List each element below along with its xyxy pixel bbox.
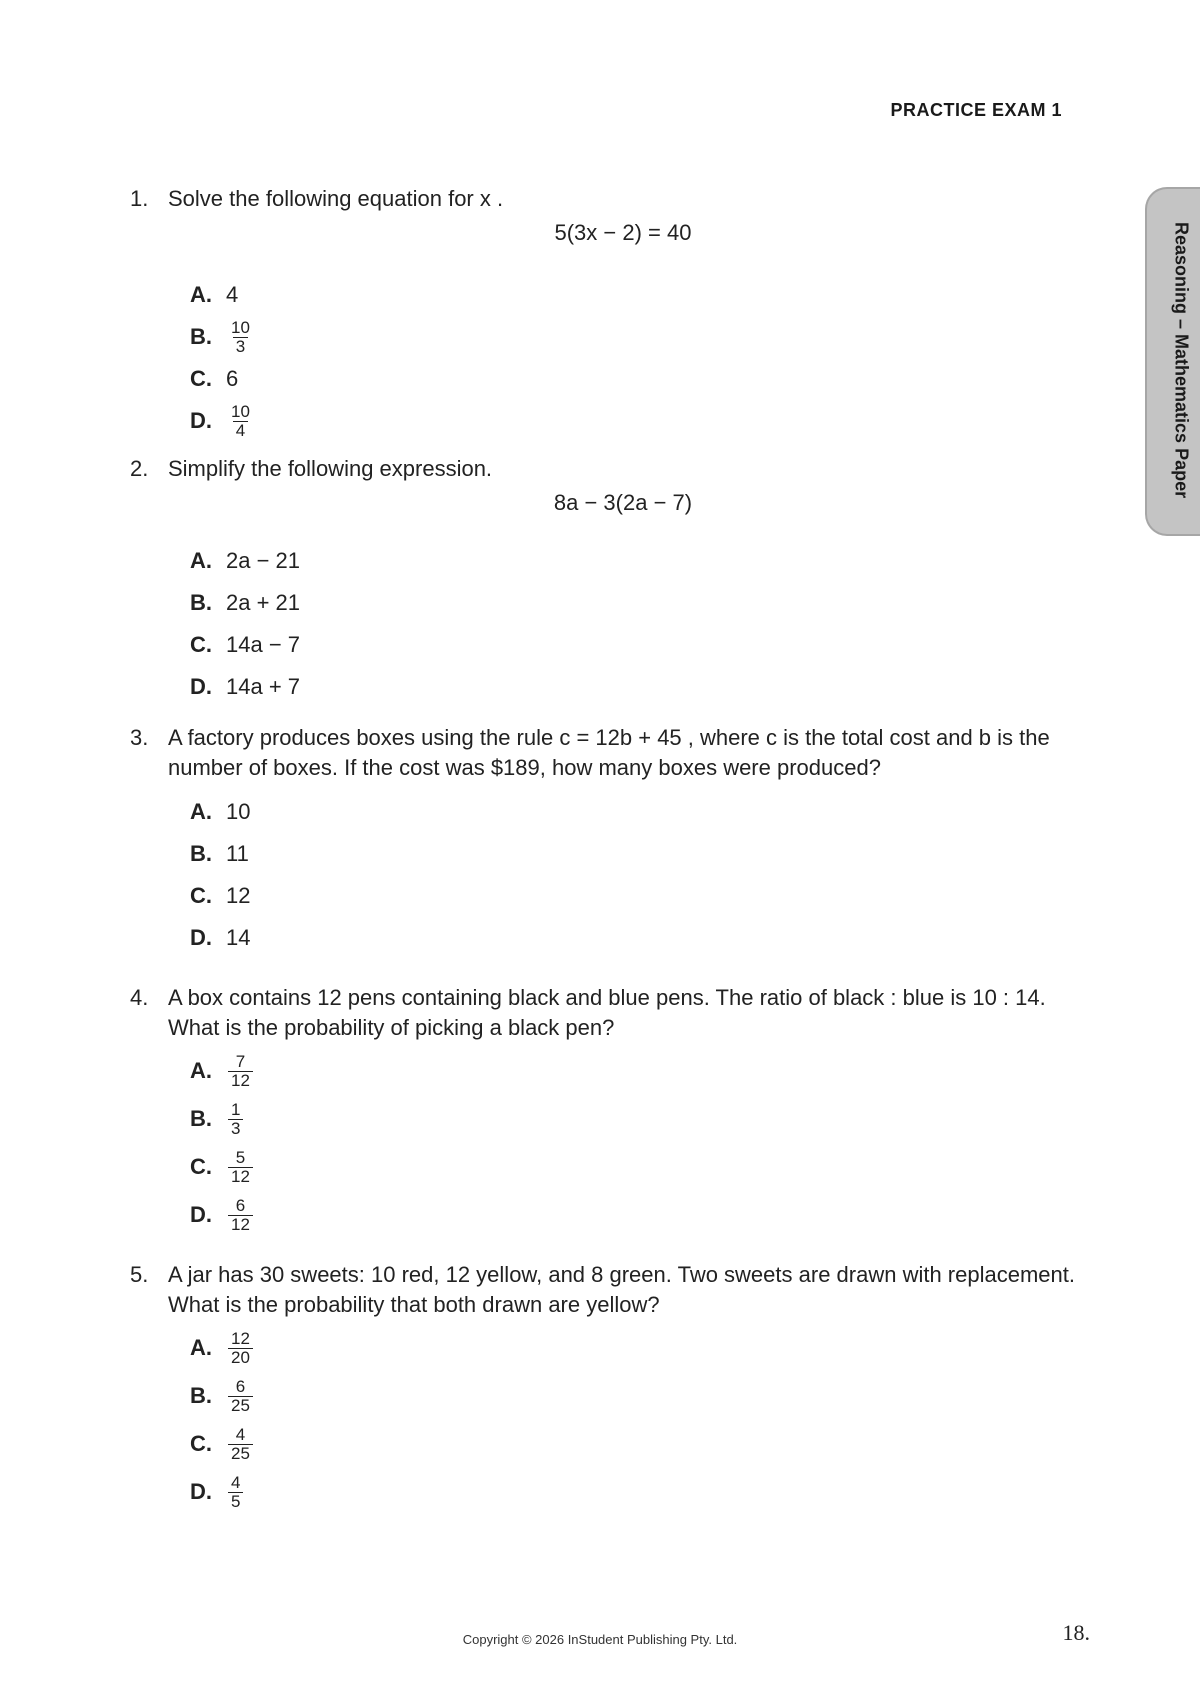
option-a[interactable] bbox=[190, 791, 1090, 833]
question-number: 2. bbox=[130, 456, 149, 481]
option-letter: C. bbox=[190, 1154, 212, 1179]
question-2 bbox=[130, 454, 1090, 708]
option-fraction bbox=[228, 1053, 253, 1090]
option-c[interactable] bbox=[190, 624, 1090, 666]
option-b[interactable] bbox=[190, 582, 1090, 624]
question-text: A box contains 12 pens containing black and blue pens. The ratio of black : blue is 10 : 14. What is the probability of picking a black pen? bbox=[168, 985, 1046, 1040]
question-4 bbox=[130, 983, 1090, 1239]
footer-copyright bbox=[0, 1632, 1200, 1647]
fraction-numerator: 7 bbox=[235, 1051, 246, 1071]
question-number: 4. bbox=[130, 985, 149, 1010]
option-letter: C. bbox=[190, 632, 212, 657]
option-a[interactable] bbox=[190, 1324, 1090, 1372]
option-value: 2a + 21 bbox=[226, 590, 301, 615]
fraction-numerator: 10 bbox=[231, 401, 250, 421]
option-c[interactable] bbox=[190, 875, 1090, 917]
answer-options bbox=[190, 274, 1090, 442]
fraction-numerator: 4 bbox=[231, 1472, 241, 1492]
option-letter: D. bbox=[190, 674, 212, 699]
option-a[interactable] bbox=[190, 274, 1090, 316]
question-1 bbox=[130, 184, 1090, 442]
option-letter: C. bbox=[190, 883, 212, 908]
option-value: 12 bbox=[226, 883, 251, 908]
option-letter: D. bbox=[190, 925, 212, 950]
answer-options bbox=[190, 1047, 1090, 1239]
fraction-denominator: 12 bbox=[228, 1215, 253, 1234]
fraction-numerator: 10 bbox=[231, 317, 250, 337]
option-letter: A. bbox=[190, 799, 212, 824]
answer-options bbox=[190, 540, 1090, 708]
question-number: 5. bbox=[130, 1262, 149, 1287]
option-letter: D. bbox=[190, 408, 212, 433]
fraction-denominator: 20 bbox=[228, 1348, 253, 1367]
fraction-numerator: 1 bbox=[231, 1099, 241, 1119]
option-letter: C. bbox=[190, 1431, 212, 1456]
question-text: A factory produces boxes using the rule c = 12b + 45 , where c is the total cost and b is the number of boxes. If the cost was $189, how many boxes were produced? bbox=[168, 725, 1050, 780]
question-5 bbox=[130, 1260, 1090, 1516]
option-fraction bbox=[228, 1378, 253, 1415]
option-letter: D. bbox=[190, 1202, 212, 1227]
option-fraction bbox=[228, 1101, 243, 1138]
fraction-denominator: 12 bbox=[228, 1167, 253, 1186]
answer-options bbox=[190, 1324, 1090, 1516]
option-value: 14a + 7 bbox=[226, 674, 301, 699]
fraction-numerator: 5 bbox=[235, 1147, 246, 1167]
option-fraction bbox=[228, 1330, 253, 1367]
option-letter: A. bbox=[190, 548, 212, 573]
option-letter: B. bbox=[190, 1106, 212, 1131]
answer-options bbox=[190, 791, 1090, 959]
option-letter: B. bbox=[190, 841, 212, 866]
question-number: 3. bbox=[130, 725, 149, 750]
option-fraction bbox=[228, 1197, 253, 1234]
option-letter: A. bbox=[190, 1335, 212, 1360]
fraction-denominator: 25 bbox=[228, 1444, 253, 1463]
option-fraction bbox=[228, 319, 253, 356]
option-value: 10 bbox=[226, 799, 251, 824]
option-d[interactable] bbox=[190, 400, 1090, 442]
option-c[interactable] bbox=[190, 358, 1090, 400]
question-text: A jar has 30 sweets: 10 red, 12 yellow, and 8 green. Two sweets are drawn with replacement. What is the probability that both drawn are yellow? bbox=[168, 1262, 1075, 1317]
fraction-denominator: 4 bbox=[233, 421, 248, 440]
fraction-denominator: 3 bbox=[233, 337, 248, 356]
question-equation: 5(3x − 2) = 40 bbox=[554, 220, 692, 245]
option-a[interactable] bbox=[190, 1047, 1090, 1095]
option-value: 6 bbox=[226, 366, 239, 391]
fraction-numerator: 4 bbox=[235, 1424, 246, 1444]
option-d[interactable] bbox=[190, 1468, 1090, 1516]
option-value: 14a − 7 bbox=[226, 632, 301, 657]
option-letter: A. bbox=[190, 1058, 212, 1083]
option-d[interactable] bbox=[190, 917, 1090, 959]
option-b[interactable] bbox=[190, 833, 1090, 875]
option-a[interactable] bbox=[190, 540, 1090, 582]
page-number: 18. bbox=[1062, 1620, 1090, 1645]
option-fraction bbox=[228, 1474, 243, 1511]
option-value: 14 bbox=[226, 925, 251, 950]
question-3 bbox=[130, 723, 1090, 959]
fraction-numerator: 6 bbox=[235, 1195, 246, 1215]
option-value: 11 bbox=[226, 841, 249, 866]
option-b[interactable] bbox=[190, 1095, 1090, 1143]
question-number: 1. bbox=[130, 186, 149, 211]
option-c[interactable] bbox=[190, 1143, 1090, 1191]
page-header-title: PRACTICE EXAM 1 bbox=[890, 100, 1062, 120]
fraction-numerator: 6 bbox=[235, 1376, 246, 1396]
question-text: Simplify the following expression. bbox=[168, 456, 493, 481]
option-letter: B. bbox=[190, 1383, 212, 1408]
copyright-text: Copyright © 2026 InStudent Publishing Pty. Ltd. bbox=[462, 1632, 738, 1647]
option-letter: C. bbox=[190, 366, 212, 391]
option-letter: B. bbox=[190, 590, 212, 615]
option-b[interactable] bbox=[190, 1372, 1090, 1420]
fraction-numerator: 12 bbox=[231, 1328, 250, 1348]
question-equation: 8a − 3(2a − 7) bbox=[553, 490, 693, 515]
option-c[interactable] bbox=[190, 1420, 1090, 1468]
fraction-denominator: 5 bbox=[228, 1492, 243, 1511]
option-letter: D. bbox=[190, 1479, 212, 1504]
option-b[interactable] bbox=[190, 316, 1090, 358]
option-d[interactable] bbox=[190, 1191, 1090, 1239]
option-letter: A. bbox=[190, 282, 212, 307]
fraction-denominator: 25 bbox=[228, 1396, 253, 1415]
option-fraction bbox=[228, 1149, 253, 1186]
option-fraction bbox=[228, 1426, 253, 1463]
option-d[interactable] bbox=[190, 666, 1090, 708]
option-value: 4 bbox=[226, 282, 239, 307]
fraction-denominator: 3 bbox=[228, 1119, 243, 1138]
fraction-denominator: 12 bbox=[228, 1071, 253, 1090]
option-fraction bbox=[228, 403, 253, 440]
option-value: 2a − 21 bbox=[226, 548, 301, 573]
side-tab-label: Reasoning – Mathematics Paper bbox=[1171, 221, 1192, 499]
option-letter: B. bbox=[190, 324, 212, 349]
question-text: Solve the following equation for x . bbox=[168, 186, 504, 211]
